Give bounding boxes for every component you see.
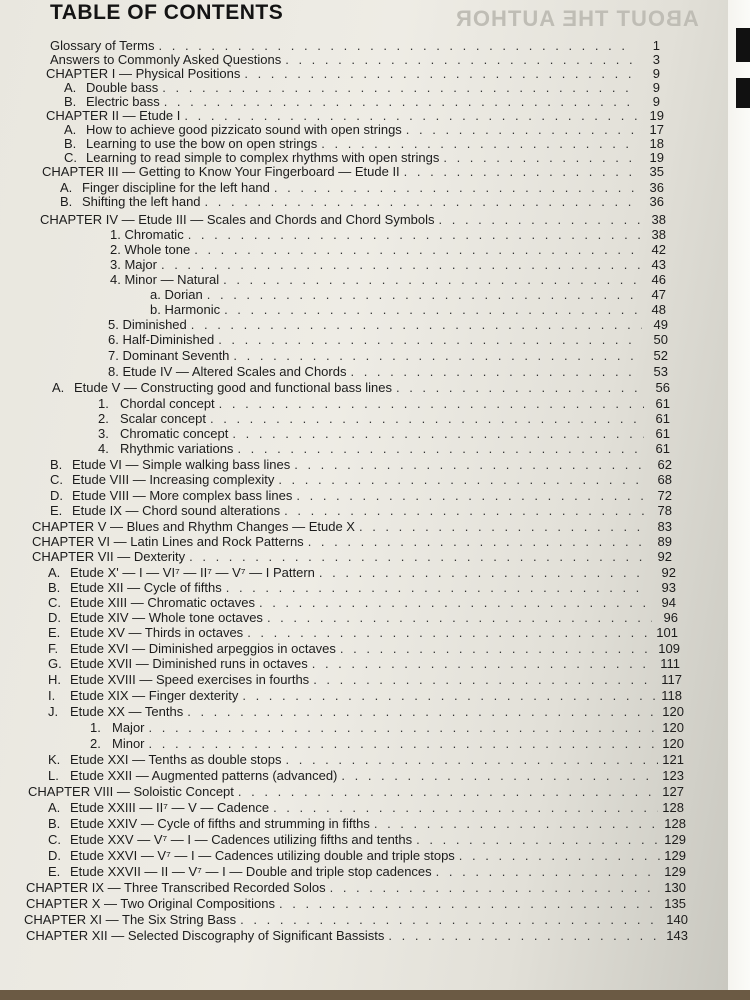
toc-entry-page: 52 [653, 348, 668, 363]
toc-entry-title: Etude VIII — More complex bass lines [72, 488, 293, 503]
toc-entry-label: 1. [98, 396, 109, 411]
dot-leader [224, 302, 640, 317]
toc-entry-page: 17 [649, 122, 664, 137]
toc-entry-label: 3. [98, 426, 109, 441]
toc-entry-title: Rhythmic variations [120, 441, 234, 456]
toc-entry-page: 61 [655, 441, 670, 456]
toc-entry-label: K. [48, 752, 61, 767]
dot-leader [237, 441, 644, 456]
toc-entry-page: 78 [657, 503, 672, 518]
toc-entry [46, 66, 660, 81]
dot-leader [359, 519, 646, 534]
dot-leader [240, 912, 662, 927]
dot-leader [226, 580, 650, 595]
toc-entry-title: CHAPTER VI — Latin Lines and Rock Patterns [32, 534, 304, 549]
toc-entry [90, 720, 684, 735]
dot-leader [308, 534, 646, 549]
dot-leader [274, 180, 638, 195]
toc-entry [48, 625, 678, 640]
toc-entry-label: A. [48, 565, 61, 580]
page-title: TABLE OF CONTENTS [50, 1, 284, 24]
dot-leader [219, 396, 644, 411]
toc-entry-page: 49 [653, 317, 668, 332]
toc-entry [60, 194, 664, 209]
toc-entry-title: Double bass [86, 80, 159, 95]
toc-entry-label: A. [52, 380, 65, 395]
dot-leader [350, 364, 642, 379]
toc-entry-title: Finger discipline for the left hand [82, 180, 270, 195]
toc-entry-page: 46 [651, 272, 666, 287]
toc-entry-title: Etude XII — Cycle of fifths [70, 580, 222, 595]
toc-entry [48, 864, 686, 879]
toc-entry-page: 61 [655, 396, 670, 411]
toc-entry-label: C. [50, 472, 63, 487]
dot-leader [273, 800, 658, 815]
toc-entry [48, 752, 684, 767]
toc-entry-page: 9 [652, 66, 660, 81]
toc-entry [32, 534, 672, 549]
toc-entry-label: B. [50, 457, 63, 472]
toc-entry-page: 120 [662, 720, 684, 735]
toc-entry-page: 128 [664, 816, 686, 831]
toc-entry-page: 35 [649, 164, 664, 179]
toc-entry-title: Etude IX — Chord sound alterations [72, 503, 281, 518]
toc-entry-title: Etude XXV — V⁷ — I — Cadences utilizing fifths and tenths [70, 832, 413, 847]
dot-leader [223, 272, 640, 287]
toc-entry-page: 127 [662, 784, 684, 799]
toc-entry [64, 122, 664, 137]
toc-entry-page: 42 [651, 242, 666, 257]
toc-entry-page: 123 [662, 768, 684, 783]
toc-entry-page: 130 [664, 880, 686, 895]
toc-entry-title: Etude XXII — Augmented patterns (advanced) [70, 768, 338, 783]
toc-entry-label: A. [60, 180, 73, 195]
dot-leader [439, 212, 640, 227]
toc-entry [26, 896, 686, 911]
toc-entry [48, 595, 676, 610]
toc-entry-title: CHAPTER IV — Etude III — Scales and Chords and Chord Symbols [40, 212, 435, 227]
toc-entry-title: Etude VIII — Increasing complexity [72, 472, 275, 487]
toc-entry [32, 549, 672, 564]
toc-entry [26, 928, 688, 943]
toc-entry-label: D. [48, 610, 61, 625]
toc-entry-page: 38 [651, 227, 666, 242]
toc-entry-label: 2. [98, 411, 109, 426]
toc-entry [48, 832, 686, 847]
toc-entry-title: Minor [112, 736, 145, 751]
dot-leader [416, 832, 660, 847]
toc-entry-label: A. [48, 800, 61, 815]
toc-entry-page: 94 [661, 595, 676, 610]
toc-entry [48, 800, 684, 815]
toc-entry [48, 610, 678, 625]
toc-entry-title: Etude XXIII — II⁷ — V — Cadence [70, 800, 270, 815]
toc-entry-title: Etude XX — Tenths [70, 704, 184, 719]
toc-entry-title: How to achieve good pizzicato sound with open strings [86, 122, 402, 137]
toc-entry-title: Chromatic concept [120, 426, 229, 441]
toc-entry [48, 565, 676, 580]
toc-entry-page: 117 [661, 672, 682, 687]
dot-leader [191, 317, 642, 332]
toc-entry [98, 441, 670, 456]
toc-entry-page: 3 [652, 52, 660, 67]
toc-entry-label: D. [50, 488, 63, 503]
toc-entry [150, 287, 666, 302]
toc-entry [110, 272, 666, 287]
toc-entry-page: 135 [664, 896, 686, 911]
dot-leader [218, 332, 642, 347]
toc-entry-page: 18 [649, 136, 664, 151]
toc-entry-title: Etude XVIII — Speed exercises in fourths [70, 672, 310, 687]
toc-entry-title: a. Dorian [150, 287, 203, 302]
dot-leader [279, 896, 660, 911]
toc-entry-title: Scalar concept [120, 411, 206, 426]
dot-leader [194, 242, 640, 257]
toc-entry-title: CHAPTER I — Physical Positions [46, 66, 241, 81]
toc-entry [48, 656, 680, 671]
toc-entry [24, 912, 688, 927]
dot-leader [233, 348, 642, 363]
toc-entry-label: E. [50, 503, 63, 518]
toc-entry-page: 96 [663, 610, 678, 625]
dot-leader [162, 80, 634, 95]
toc-entry-page: 83 [657, 519, 672, 534]
dot-leader [319, 565, 650, 580]
toc-entry-title: b. Harmonic [150, 302, 221, 317]
toc-entry [48, 580, 676, 595]
toc-entry-label: H. [48, 672, 61, 687]
dot-leader [210, 411, 644, 426]
dot-leader [286, 752, 658, 767]
dot-leader [244, 66, 634, 81]
toc-entry-page: 61 [655, 411, 670, 426]
toc-entry-page: 19 [649, 108, 664, 123]
toc-entry-page: 1 [652, 38, 660, 53]
dot-leader [340, 641, 654, 656]
toc-entry-title: CHAPTER II — Etude I [46, 108, 181, 123]
toc-entry-page: 111 [660, 656, 680, 671]
toc-entry [50, 38, 660, 53]
toc-entry-page: 140 [666, 912, 688, 927]
toc-entry-page: 19 [649, 150, 664, 165]
toc-entry [48, 704, 684, 719]
toc-entry [108, 348, 668, 363]
toc-entry-label: B. [48, 580, 61, 595]
dot-leader [321, 136, 638, 151]
toc-entry-title: CHAPTER VII — Dexterity [32, 549, 186, 564]
toc-entry-page: 92 [657, 549, 672, 564]
toc-entry-title: 3. Major [110, 257, 157, 272]
table-surface [0, 990, 750, 1000]
toc-entry [108, 332, 668, 347]
toc-entry-title: Etude XXVII — II — V⁷ — I — Double and triple stop cadences [70, 864, 432, 879]
toc-entry-label: I. [48, 688, 56, 703]
toc-entry-page: 36 [649, 180, 664, 195]
dot-leader [313, 672, 656, 687]
toc-entry [50, 503, 672, 518]
toc-entry-title: Etude XXI — Tenths as double stops [70, 752, 282, 767]
toc-entry-title: Etude V — Constructing good and functional bass lines [74, 380, 392, 395]
toc-entry-page: 38 [651, 212, 666, 227]
toc-entry-title: CHAPTER V — Blues and Rhythm Changes — Etude X [32, 519, 355, 534]
toc-entry-label: 2. [90, 736, 101, 751]
dot-leader [285, 52, 634, 67]
toc-entry [48, 688, 682, 703]
toc-entry-title: CHAPTER VIII — Soloistic Concept [28, 784, 234, 799]
toc-entry-label: B. [60, 194, 73, 209]
toc-entry-title: Etude XVI — Diminished arpeggios in octaves [70, 641, 336, 656]
dot-leader [247, 625, 652, 640]
dot-leader [161, 257, 640, 272]
toc-entry-label: B. [64, 136, 77, 151]
toc-entry-page: 128 [662, 800, 684, 815]
toc-entry-title: Electric bass [86, 94, 160, 109]
dot-leader [187, 704, 658, 719]
toc-entry-title: 5. Diminished [108, 317, 187, 332]
toc-entry-page: 93 [661, 580, 676, 595]
dot-leader [189, 549, 646, 564]
dot-leader [149, 720, 658, 735]
toc-entry-page: 62 [657, 457, 672, 472]
toc-entry-title: Etude XXIV — Cycle of fifths and strumming in fifths [70, 816, 370, 831]
toc-entry [48, 816, 686, 831]
toc-entry-label: E. [48, 864, 61, 879]
toc-entry-label: C. [64, 150, 77, 165]
toc-entry-title: Chordal concept [120, 396, 215, 411]
toc-entry-page: 129 [664, 864, 686, 879]
toc-entry-title: 1. Chromatic [110, 227, 184, 242]
toc-entry-page: 61 [655, 426, 670, 441]
dot-leader [205, 194, 638, 209]
toc-entry-title: Etude VI — Simple walking bass lines [72, 457, 291, 472]
toc-entry-page: 36 [649, 194, 664, 209]
dot-leader [188, 227, 640, 242]
toc-entry-label: C. [48, 595, 61, 610]
toc-entry [108, 364, 668, 379]
dot-leader [164, 94, 634, 109]
toc-entry-title: Etude XIII — Chromatic octaves [70, 595, 255, 610]
dot-leader [459, 848, 660, 863]
toc-entry [110, 242, 666, 257]
page-edge [728, 0, 750, 1000]
toc-entry-page: 101 [656, 625, 678, 640]
toc-entry [40, 212, 666, 227]
toc-entry-label: D. [48, 848, 61, 863]
dot-leader [242, 688, 656, 703]
toc-entry-page: 109 [658, 641, 680, 656]
dot-leader [284, 503, 646, 518]
toc-entry-page: 121 [662, 752, 684, 767]
toc-entry [50, 488, 672, 503]
toc-entry-label: B. [48, 816, 61, 831]
toc-entry-title: Etude XVII — Diminished runs in octaves [70, 656, 308, 671]
toc-entry [50, 472, 672, 487]
toc-entry-title: Shifting the left hand [82, 194, 201, 209]
edge-tab-mark [736, 78, 750, 108]
dot-leader [341, 768, 658, 783]
toc-entry-title: 2. Whole tone [110, 242, 191, 257]
toc-entry-page: 48 [651, 302, 666, 317]
dot-leader [404, 164, 638, 179]
toc-entry [64, 94, 660, 109]
toc-entry-page: 129 [664, 848, 686, 863]
toc-entry-title: 8. Etude IV — Altered Scales and Chords [108, 364, 347, 379]
toc-entry-page: 43 [651, 257, 666, 272]
bleed-through-text: ABOUT THE AUTHOR [455, 6, 699, 31]
toc-entry [50, 457, 672, 472]
toc-entry-page: 68 [657, 472, 672, 487]
toc-entry-title: 6. Half-Diminished [108, 332, 215, 347]
toc-entry-title: Etude XXVI — V⁷ — I — Cadences utilizing double and triple stops [70, 848, 455, 863]
toc-entry-title: Major [112, 720, 145, 735]
toc-entry-label: F. [48, 641, 59, 656]
toc-entry-label: A. [64, 122, 77, 137]
toc-entry [46, 108, 664, 123]
toc-entry [48, 768, 684, 783]
toc-entry [64, 150, 664, 165]
toc-entry-page: 120 [662, 736, 684, 751]
dot-leader [330, 880, 660, 895]
dot-leader [259, 595, 650, 610]
toc-entry-label: 1. [90, 720, 101, 735]
dot-leader [406, 122, 638, 137]
dot-leader [207, 287, 640, 302]
toc-entry-page: 92 [661, 565, 676, 580]
dot-leader [238, 784, 658, 799]
toc-entry-label: L. [48, 768, 59, 783]
toc-entry [50, 52, 660, 67]
toc-entry [26, 880, 686, 895]
toc-entry [98, 411, 670, 426]
toc-entry [48, 848, 686, 863]
toc-entry-label: A. [64, 80, 77, 95]
dot-leader [312, 656, 654, 671]
toc-entry [64, 136, 664, 151]
toc-entry [48, 641, 680, 656]
toc-entry-title: Answers to Commonly Asked Questions [50, 52, 282, 67]
toc-entry [150, 302, 666, 317]
toc-entry-title: Etude XIX — Finger dexterity [70, 688, 239, 703]
toc-entry-page: 47 [651, 287, 666, 302]
toc-entry [98, 426, 670, 441]
dot-leader [294, 457, 646, 472]
toc-entry-title: CHAPTER X — Two Original Compositions [26, 896, 276, 911]
dot-leader [184, 108, 638, 123]
toc-entry-label: C. [48, 832, 61, 847]
toc-entry-title: 4. Minor — Natural [110, 272, 220, 287]
toc-entry [64, 80, 660, 95]
toc-entry-title: CHAPTER XI — The Six String Bass [24, 912, 237, 927]
toc-entry [52, 380, 670, 395]
toc-entry-title: CHAPTER III — Getting to Know Your Fingerboard — Etude II [42, 164, 400, 179]
toc-entry-title: CHAPTER XII — Selected Discography of Significant Bassists [26, 928, 385, 943]
toc-entry-page: 72 [657, 488, 672, 503]
toc-entry-page: 9 [652, 80, 660, 95]
dot-leader [232, 426, 644, 441]
toc-entry [32, 519, 672, 534]
toc-entry [90, 736, 684, 751]
toc-entry-title: Glossary of Terms [50, 38, 155, 53]
dot-leader [296, 488, 646, 503]
dot-leader [436, 864, 660, 879]
toc-entry [110, 227, 666, 242]
toc-entry-page: 129 [664, 832, 686, 847]
toc-entry-page: 143 [666, 928, 688, 943]
toc-entry-label: E. [48, 625, 61, 640]
toc-entry [28, 784, 684, 799]
toc-entry-page: 118 [661, 688, 682, 703]
toc-entry-page: 89 [657, 534, 672, 549]
dot-leader [443, 150, 638, 165]
toc-entry-page: 120 [662, 704, 684, 719]
toc-entry-title: Learning to read simple to complex rhythms with open strings [86, 150, 440, 165]
toc-entry-label: B. [64, 94, 77, 109]
dot-leader [267, 610, 652, 625]
toc-entry [108, 317, 668, 332]
dot-leader [374, 816, 660, 831]
toc-entry-page: 53 [653, 364, 668, 379]
toc-entry-title: Etude XV — Thirds in octaves [70, 625, 244, 640]
dot-leader [149, 736, 658, 751]
toc-entry-page: 9 [652, 94, 660, 109]
toc-entry [98, 396, 670, 411]
toc-entry-label: J. [48, 704, 59, 719]
dot-leader [278, 472, 646, 487]
toc-entry-title: CHAPTER IX — Three Transcribed Recorded Solos [26, 880, 326, 895]
toc-entry-title: Etude XIV — Whole tone octaves [70, 610, 263, 625]
toc-entry-page: 56 [655, 380, 670, 395]
toc-entry-label: G. [48, 656, 62, 671]
toc-entry-label: 4. [98, 441, 109, 456]
dot-leader [159, 38, 634, 53]
toc-entry-title: 7. Dominant Seventh [108, 348, 230, 363]
toc-entry-page: 50 [653, 332, 668, 347]
toc-entry [48, 672, 682, 687]
toc-entry-title: Etude X' — I — VI⁷ — II⁷ — V⁷ — I Pattern [70, 565, 315, 580]
dot-leader [388, 928, 662, 943]
edge-tab-mark [736, 28, 750, 62]
dot-leader [396, 380, 644, 395]
toc-entry [110, 257, 666, 272]
toc-entry [42, 164, 664, 179]
toc-entry [60, 180, 664, 195]
toc-entry-title: Learning to use the bow on open strings [86, 136, 318, 151]
